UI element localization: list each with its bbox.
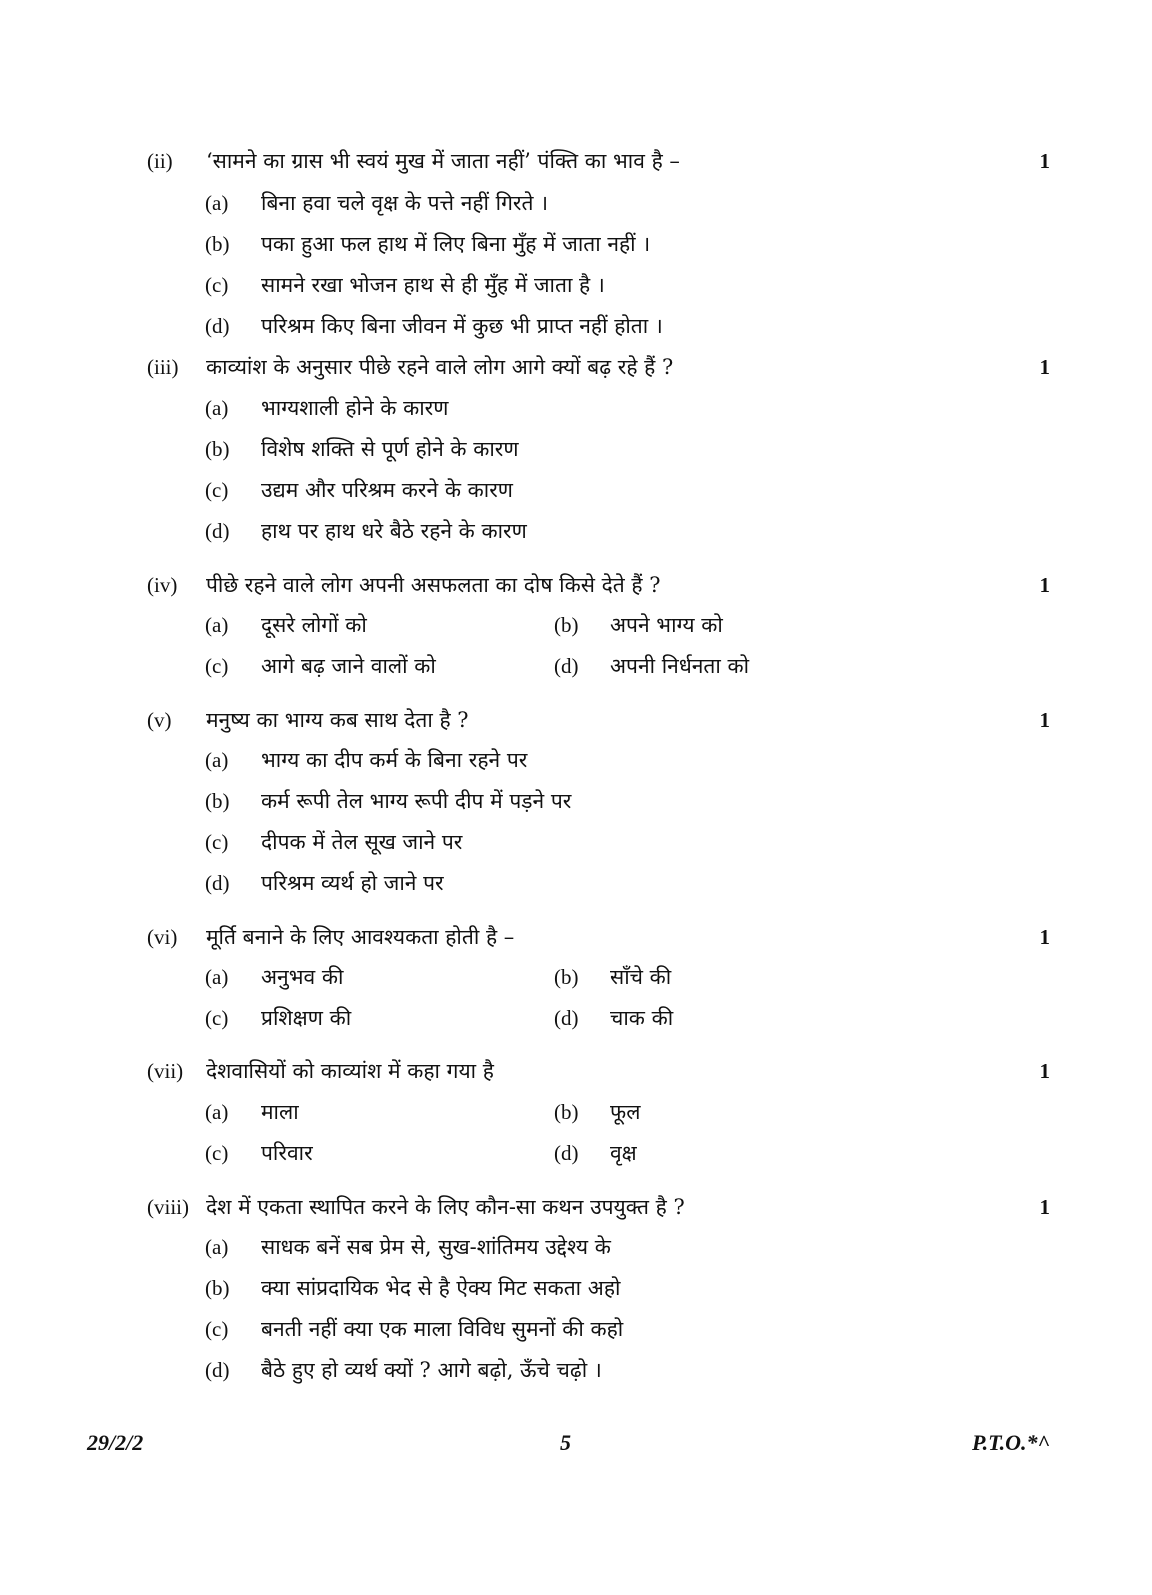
option-text: सामने रखा भोजन हाथ से ही मुँह में जाता है । — [261, 273, 605, 297]
pto-label: P.T.O.*^ — [972, 1430, 1050, 1455]
question-number: (iv) — [147, 573, 178, 597]
option-text: क्या सांप्रदायिक भेद से है ऐक्य मिट सकता अहो — [261, 1276, 621, 1300]
question-number: (ii) — [147, 149, 173, 173]
option-text: परिवार — [261, 1141, 313, 1165]
option-text: भाग्यशाली होने के कारण — [261, 396, 449, 420]
question-marks: 1 — [1039, 1195, 1050, 1219]
option-label: (a) — [205, 1100, 229, 1124]
option-text: माला — [261, 1100, 299, 1124]
option-text: आगे बढ़ जाने वालों को — [261, 654, 436, 678]
option-text: प्रशिक्षण की — [261, 1006, 352, 1030]
option-label: (a) — [205, 1235, 229, 1259]
option-text: अपने भाग्य को — [610, 613, 723, 637]
question-text: देशवासियों को काव्यांश में कहा गया है — [206, 1059, 494, 1083]
option-label: (a) — [205, 613, 229, 637]
option-label: (c) — [205, 1317, 229, 1341]
option-label: (c) — [205, 1006, 229, 1030]
option-text: भाग्य का दीप कर्म के बिना रहने पर — [261, 748, 528, 772]
option-text: हाथ पर हाथ धरे बैठे रहने के कारण — [261, 519, 527, 543]
option-label: (b) — [205, 1276, 230, 1300]
option-text: वृक्ष — [610, 1141, 637, 1165]
page-number: 5 — [560, 1430, 571, 1455]
option-text: विशेष शक्ति से पूर्ण होने के कारण — [261, 437, 519, 461]
option-text: साधक बनें सब प्रेम से, सुख-शांतिमय उद्देश्य के — [261, 1235, 611, 1259]
option-text: अनुभव की — [261, 965, 344, 989]
option-label: (d) — [205, 314, 230, 338]
option-label: (c) — [205, 478, 229, 502]
option-label: (b) — [554, 965, 579, 989]
option-label: (a) — [205, 748, 229, 772]
option-text: परिश्रम व्यर्थ हो जाने पर — [261, 871, 444, 895]
paper-code: 29/2/2 — [87, 1430, 144, 1455]
option-text: बिना हवा चले वृक्ष के पत्ते नहीं गिरते । — [261, 191, 549, 215]
option-label: (a) — [205, 396, 229, 420]
option-text: बनती नहीं क्या एक माला विविध सुमनों की कहो — [261, 1317, 624, 1341]
option-text: अपनी निर्धनता को — [610, 654, 750, 678]
option-label: (d) — [554, 1006, 579, 1030]
option-text: दूसरे लोगों को — [261, 613, 367, 637]
option-label: (b) — [205, 437, 230, 461]
question-text: मनुष्य का भाग्य कब साथ देता है ? — [206, 708, 469, 732]
question-text: मूर्ति बनाने के लिए आवश्यकता होती है – — [206, 925, 515, 949]
question-marks: 1 — [1039, 925, 1050, 949]
option-text: परिश्रम किए बिना जीवन में कुछ भी प्राप्त नहीं होता । — [261, 314, 663, 338]
question-marks: 1 — [1039, 708, 1050, 732]
question-number: (vi) — [147, 925, 178, 949]
question-number: (iii) — [147, 355, 179, 379]
question-number: (viii) — [147, 1195, 189, 1219]
question-marks: 1 — [1039, 573, 1050, 597]
option-text: साँचे की — [610, 965, 672, 989]
question-text: काव्यांश के अनुसार पीछे रहने वाले लोग आगे क्यों बढ़ रहे हैं ? — [206, 355, 674, 379]
option-label: (d) — [205, 871, 230, 895]
option-label: (c) — [205, 1141, 229, 1165]
question-text: पीछे रहने वाले लोग अपनी असफलता का दोष किसे देते हैं ? — [206, 573, 661, 597]
option-label: (a) — [205, 191, 229, 215]
question-number: (vii) — [147, 1059, 184, 1083]
question-marks: 1 — [1039, 1059, 1050, 1083]
option-text: चाक की — [610, 1006, 674, 1030]
option-label: (d) — [205, 519, 230, 543]
option-label: (a) — [205, 965, 229, 989]
option-label: (d) — [205, 1358, 230, 1382]
option-label: (b) — [554, 613, 579, 637]
option-text: कर्म रूपी तेल भाग्य रूपी दीप में पड़ने पर — [261, 789, 572, 813]
option-label: (b) — [554, 1100, 579, 1124]
option-text: बैठे हुए हो व्यर्थ क्यों ? आगे बढ़ो, ऊँचे चढ़ो । — [261, 1358, 602, 1382]
question-marks: 1 — [1039, 149, 1050, 173]
question-text: ‘सामने का ग्रास भी स्वयं मुख में जाता नहीं’ पंक्ति का भाव है – — [206, 149, 680, 173]
option-text: उद्यम और परिश्रम करने के कारण — [261, 478, 513, 502]
option-label: (c) — [205, 273, 229, 297]
option-label: (d) — [554, 654, 579, 678]
option-text: पका हुआ फल हाथ में लिए बिना मुँह में जाता नहीं । — [261, 232, 651, 256]
option-label: (d) — [554, 1141, 579, 1165]
option-text: दीपक में तेल सूख जाने पर — [261, 830, 463, 854]
question-number: (v) — [147, 708, 172, 732]
option-label: (c) — [205, 654, 229, 678]
question-marks: 1 — [1039, 355, 1050, 379]
option-label: (b) — [205, 789, 230, 813]
option-label: (b) — [205, 232, 230, 256]
question-text: देश में एकता स्थापित करने के लिए कौन-सा कथन उपयुक्त है ? — [206, 1195, 685, 1219]
option-text: फूल — [610, 1100, 641, 1124]
option-label: (c) — [205, 830, 229, 854]
